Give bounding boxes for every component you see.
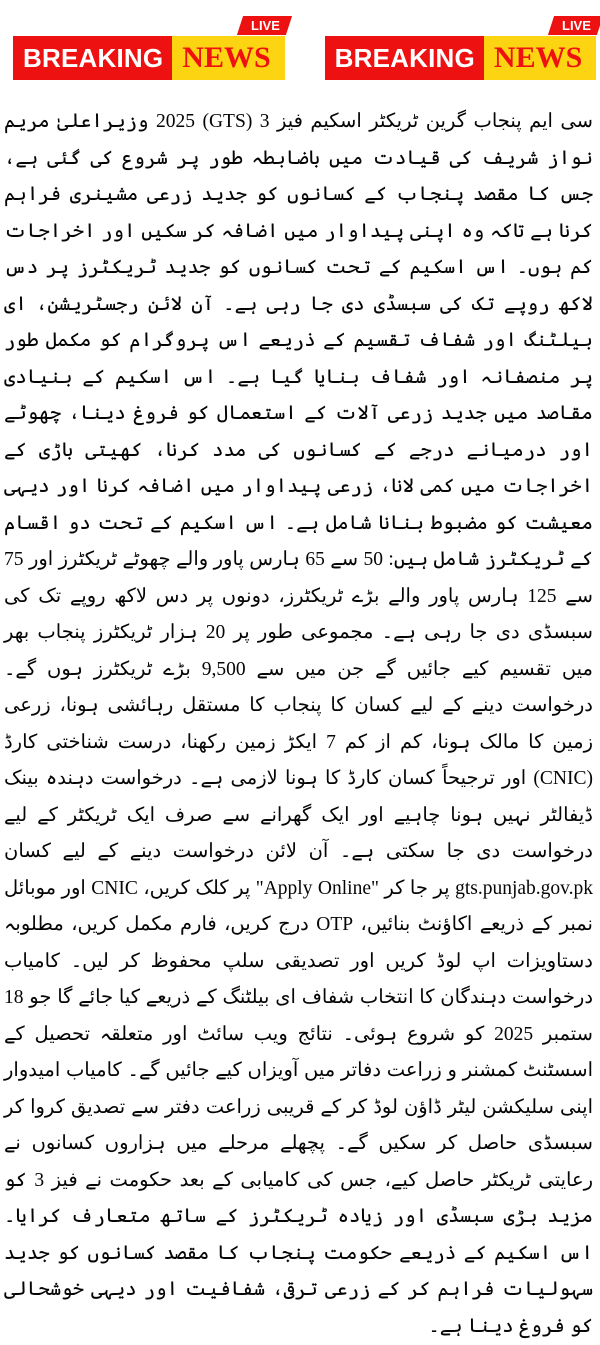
article-body-text: سی ایم پنجاب گرین ٹریکٹر اسکیم فیز 3 (GTS) 2025 وزیراعلیٰ مریم نواز شریف کی قیادت میں باضابطہ طور پر شروع کی گئی ہے، جس کا مقصد پنجاب کے کسانوں کو جدید زرعی مشینری فراہم کرنا ہے تاکہ وہ اپنی پیداوار میں اضافہ کر سکیں اور اخراجات کم ہوں۔ اس اسکیم کے تحت کسانوں کو جدید ٹریکٹرز پر دس لاکھ روپے تک کی سبسڈی دی جا رہی ہے۔ آن لائن رجسٹریشن، ای بیلٹنگ اور شفاف تقسیم کے ذریعے اس پروگرام کو مکمل طور پر منصفانہ اور شفاف بنایا گیا ہے۔ اس اسکیم کے بنیادی مقاصد میں جدید زرعی آلات کے استعمال کو فروغ دینا، چھوٹے اور درمیانے درجے کے کسانوں کی مدد کرنا، کھیتی باڑی کے اخراجات میں کمی لانا، زرعی پیداوار میں اضافہ کرنا اور دیہی معیشت کو مضبوط بنانا شامل ہے۔ اس اسکیم کے تحت دو اقسام کے ٹریکٹرز شامل ہیں: 50 سے 65 ہارس پاور والے چھوٹے ٹریکٹرز اور 75 سے 125 ہارس پاور والے بڑے ٹریکٹرز، دونوں پر دس لاکھ روپے تک کی سبسڈی دی جا رہی ہے۔ مجموعی طور پر 20 ہزار ٹریکٹرز پنجاب بھر میں تقسیم کیے جائیں گے جن میں سے 9,500 بڑے ٹریکٹرز ہوں گے۔ درخواست دینے کے لیے کسان کا پنجاب کا مستقل رہائشی ہونا، زرعی زمین کا مالک ہونا، کم از کم 7 ایکڑ زمین رکھنا، درست شناختی کارڈ (CNIC) اور ترجیحاً کسان کارڈ کا ہونا لازمی ہے۔ درخواست دہندہ بینک ڈیفالٹر نہیں ہونا چاہیے اور ایک گھرانے سے صرف ایک ٹریکٹر کے لیے درخواست دی جا سکتی ہے۔ آن لائن درخواست دینے کے لیے کسان gts.punjab.gov.pk پر جا کر "Apply Online" پر کلک کریں، CNIC اور موبائل نمبر کے ذریعے اکاؤنٹ بنائیں، OTP درج کریں، فارم مکمل کریں، مطلوبہ دستاویزات اپ لوڈ کریں اور تصدیقی سلپ محفوظ کر لیں۔ کامیاب درخواست دہندگان کا انتخاب شفاف ای بیلٹنگ کے ذریعے کیا جائے گا جو 18 ستمبر 2025 کو شروع ہوئی۔ نتائج ویب سائٹ اور متعلقہ تحصیل کے اسسٹنٹ کمشنر و زراعت دفاتر میں آویزاں کیے جائیں گے۔ کامیاب امیدوار اپنی سلیکشن لیٹر ڈاؤن لوڈ کر کے قریبی زراعت دفتر سے تصدیق کروا کر سبسڈی حاصل کر سکیں گے۔ پچھلے مرحلے میں ہزاروں کسانوں نے رعایتی ٹریکٹر حاصل کیے، جس کی کامیابی کے بعد حکومت نے فیز 3 کو مزید بڑی سبسڈی اور زیادہ ٹریکٹرز کے ساتھ متعارف کرایا۔ اس اسکیم کے ذریعے حکومت پنجاب کا مقصد کسانوں کو جدید سہولیات فراہم کر کے زرعی ترقی، شفافیت اور دیہی خوشحالی کو فروغ دینا ہے۔ bbox=[4, 111, 594, 1337]
banner-news-label-2: NEWS bbox=[484, 36, 596, 80]
breaking-news-banner-1 bbox=[13, 18, 285, 80]
banner-breaking-label-2: BREAKING bbox=[325, 36, 484, 80]
live-badge-2 bbox=[548, 16, 600, 35]
breaking-news-banner-strip bbox=[0, 0, 600, 92]
banner-news-label-1: NEWS bbox=[172, 36, 284, 80]
banner-breaking-label-1: BREAKING bbox=[13, 36, 172, 80]
live-badge-1 bbox=[237, 16, 292, 35]
article-body-container bbox=[4, 104, 593, 1345]
breaking-news-banner-2 bbox=[325, 18, 597, 80]
live-badge-label-1: LIVE bbox=[250, 18, 280, 33]
live-badge-label-2: LIVE bbox=[562, 18, 592, 33]
